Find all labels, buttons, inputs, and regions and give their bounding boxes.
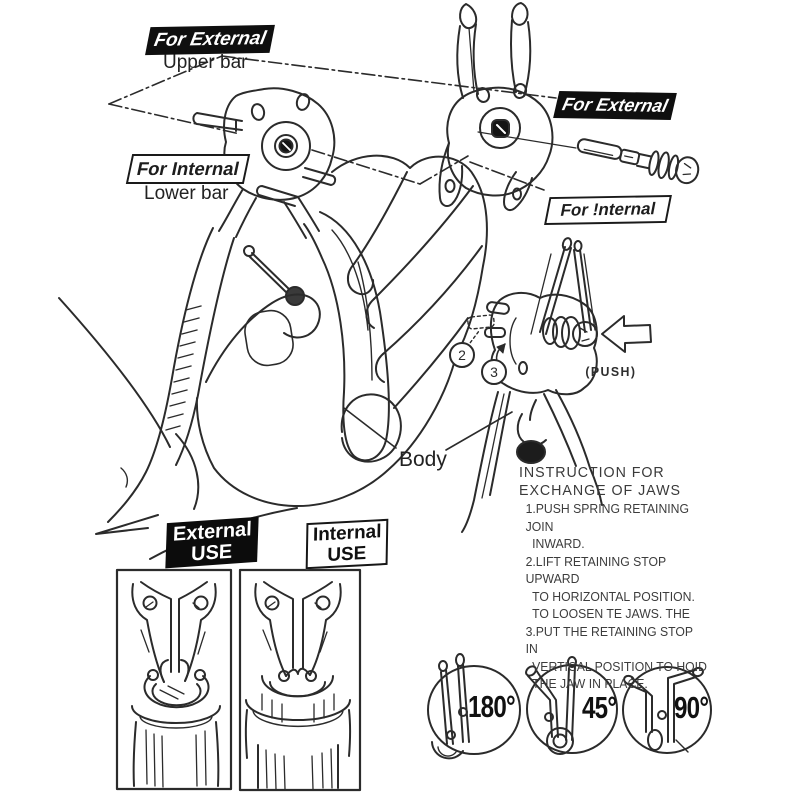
label-for-internal-right: For !nternal [544,195,672,225]
pliers-head-top-right [439,3,552,210]
internal-use-line1: Internal [312,521,382,546]
label-upper-bar: Upper bar [163,52,248,73]
label-internal-use [306,519,389,569]
instruction-step: VERTICAL POSITION TO HOID [532,658,707,674]
label-body: Body [399,448,447,471]
external-use-panel [117,570,231,789]
instruction-heading-line2: EXCHANGE OF JAWS [519,482,681,499]
right-handle-loop [304,212,389,460]
label-push: (PUSH) [585,364,637,379]
instruction-step: 1.PUSH SPRING RETAINING JOIN [525,501,689,534]
part-number-3: 3 [481,359,507,385]
jaw-pin-part [575,134,701,185]
push-arrow [602,316,651,352]
label-external-use [165,517,258,569]
instruction-step: INWARD. [532,536,585,551]
body-leader-lines [344,408,512,450]
instruction-step: THE JAW IN PLACE. [532,676,648,691]
instruction-text-block [519,464,719,693]
angle-label-90: 90° [674,690,709,725]
internal-use-panel [240,570,360,790]
left-handle-grip [96,228,234,534]
angle-label-45: 45° [582,690,617,725]
instruction-step: TO LOOSEN TE JAWS. THE [532,606,690,621]
label-for-external-right: For External [553,91,677,120]
hand [59,156,487,559]
label-for-external-top: For External [145,25,275,55]
instruction-step: 2.LIFT RETAINING STOP UPWARD [525,553,666,586]
label-lower-bar: Lower bar [144,183,229,204]
label-for-internal-box: For Internal [126,154,250,184]
part-number-2: 2 [449,342,475,368]
angle-label-180: 180° [468,689,515,724]
instruction-step: 3.PUT THE RETAINING STOP IN [525,623,693,656]
external-use-line1: External [172,517,253,546]
instruction-step: TO HORIZONTAL POSITION. [532,588,695,604]
internal-use-line2: USE [327,542,367,567]
external-use-line2: USE [190,540,233,566]
instruction-heading-line1: INSTRUCTION FOR [519,464,665,481]
